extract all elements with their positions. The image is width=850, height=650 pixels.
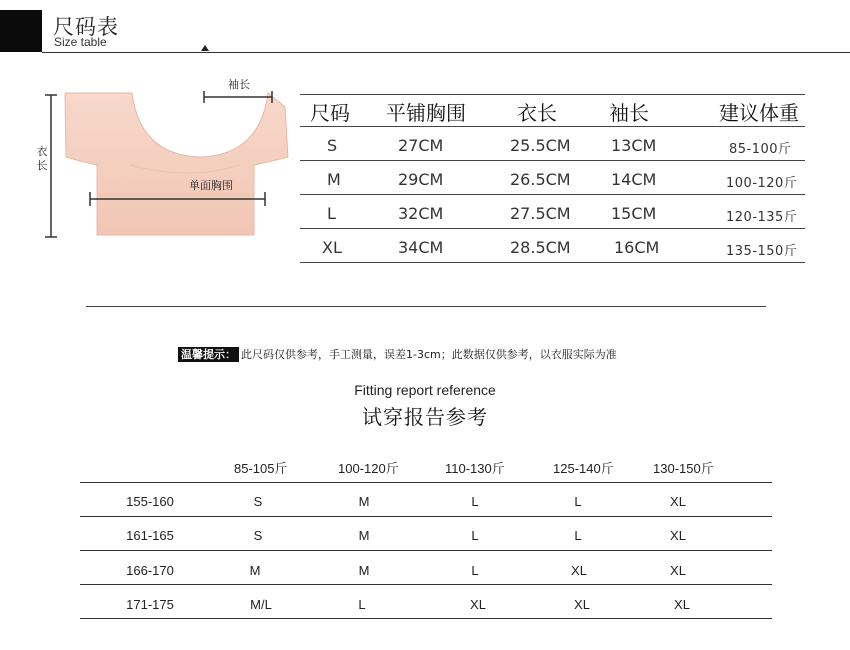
- length-cell: 25.5CM: [510, 136, 571, 155]
- chest-cell: 29CM: [398, 170, 444, 189]
- weight-cell: 135-150斤: [726, 244, 798, 259]
- table-row: [300, 127, 805, 161]
- table-rule: [80, 482, 772, 483]
- chest-cell: 34CM: [398, 238, 444, 257]
- fit-size-cell: M: [249, 563, 261, 578]
- sleeve-cell: 16CM: [614, 238, 660, 257]
- chest-cell: 32CM: [398, 204, 444, 223]
- fit-size-cell: M: [358, 494, 370, 509]
- page-title: 尺码表: [53, 15, 119, 39]
- notice-text: 此尺码仅供参考，手工测量，误差1-3cm；此数据仅供参考，以衣服实际为准: [241, 348, 617, 361]
- fit-size-cell: XL: [470, 597, 486, 612]
- header-cell-weight: 建议体重: [719, 101, 799, 125]
- fit-size-cell: L: [574, 528, 582, 543]
- fit-size-cell: XL: [571, 563, 587, 578]
- fit-size-cell: S: [253, 528, 263, 543]
- header-pointer-icon: [201, 45, 209, 51]
- weight-cell: 85-100斤: [729, 142, 792, 157]
- size-cell: M: [327, 170, 341, 189]
- weight-header: 100-120斤: [338, 461, 399, 476]
- header-cell-size: 尺码: [310, 101, 350, 125]
- notice-tag: 温馨提示：: [178, 347, 239, 362]
- fit-size-cell: XL: [670, 494, 686, 509]
- fit-size-cell: M: [358, 563, 370, 578]
- height-cell: 171-175: [126, 597, 174, 612]
- garment-shape: [65, 93, 288, 235]
- table-header-row: [300, 94, 805, 128]
- fit-size-cell: L: [471, 563, 479, 578]
- sleeve-cell: 15CM: [611, 204, 657, 223]
- fit-size-cell: XL: [670, 563, 686, 578]
- table-rule: [80, 618, 772, 619]
- header-cell-sleeve: 袖长: [609, 101, 649, 125]
- height-cell: 166-170: [126, 563, 174, 578]
- table-row: [300, 229, 805, 263]
- body-length-label: 衣长: [36, 145, 48, 172]
- fitting-title-cn: 试穿报告参考: [362, 405, 488, 429]
- page-subtitle: Size table: [54, 35, 107, 49]
- height-cell: 155-160: [126, 494, 174, 509]
- notice: [178, 346, 617, 362]
- height-cell: 161-165: [126, 528, 174, 543]
- chest-width-label: 单面胸围: [189, 179, 233, 192]
- section-divider: [86, 306, 766, 307]
- header-cell-chest: 平铺胸围: [386, 101, 466, 125]
- fit-size-cell: S: [253, 494, 263, 509]
- weight-header: 130-150斤: [653, 461, 714, 476]
- header-block: [0, 10, 42, 52]
- fit-size-cell: XL: [574, 597, 590, 612]
- header-cell-length: 衣长: [517, 101, 557, 125]
- length-cell: 28.5CM: [510, 238, 571, 257]
- weight-cell: 100-120斤: [726, 176, 798, 191]
- fit-size-cell: M: [358, 528, 370, 543]
- fit-size-cell: L: [574, 494, 582, 509]
- table-rule: [300, 262, 805, 263]
- size-cell: L: [327, 204, 336, 223]
- fit-size-cell: L: [358, 597, 366, 612]
- table-row: [300, 195, 805, 229]
- length-cell: 26.5CM: [510, 170, 571, 189]
- fit-size-cell: XL: [670, 528, 686, 543]
- header-divider: [42, 52, 850, 53]
- size-cell: S: [327, 136, 338, 155]
- sleeve-cell: 14CM: [611, 170, 657, 189]
- table-row: [300, 161, 805, 195]
- length-cell: 27.5CM: [510, 204, 571, 223]
- weight-header: 110-130斤: [445, 461, 505, 476]
- table-rule: [80, 550, 772, 551]
- table-rule: [80, 516, 772, 517]
- weight-cell: 120-135斤: [726, 210, 798, 225]
- weight-header: 125-140斤: [553, 461, 614, 476]
- fit-size-cell: L: [471, 528, 479, 543]
- fit-size-cell: M/L: [250, 597, 272, 612]
- fit-size-cell: XL: [674, 597, 690, 612]
- sleeve-length-label: 袖长: [228, 78, 250, 91]
- table-rule: [80, 584, 772, 585]
- sleeve-cell: 13CM: [611, 136, 657, 155]
- chest-cell: 27CM: [398, 136, 444, 155]
- weight-header: 85-105斤: [234, 461, 288, 476]
- size-cell: XL: [322, 238, 342, 257]
- garment-diagram: [40, 85, 290, 245]
- fit-size-cell: L: [471, 494, 479, 509]
- fitting-title-en: Fitting report reference: [354, 382, 496, 398]
